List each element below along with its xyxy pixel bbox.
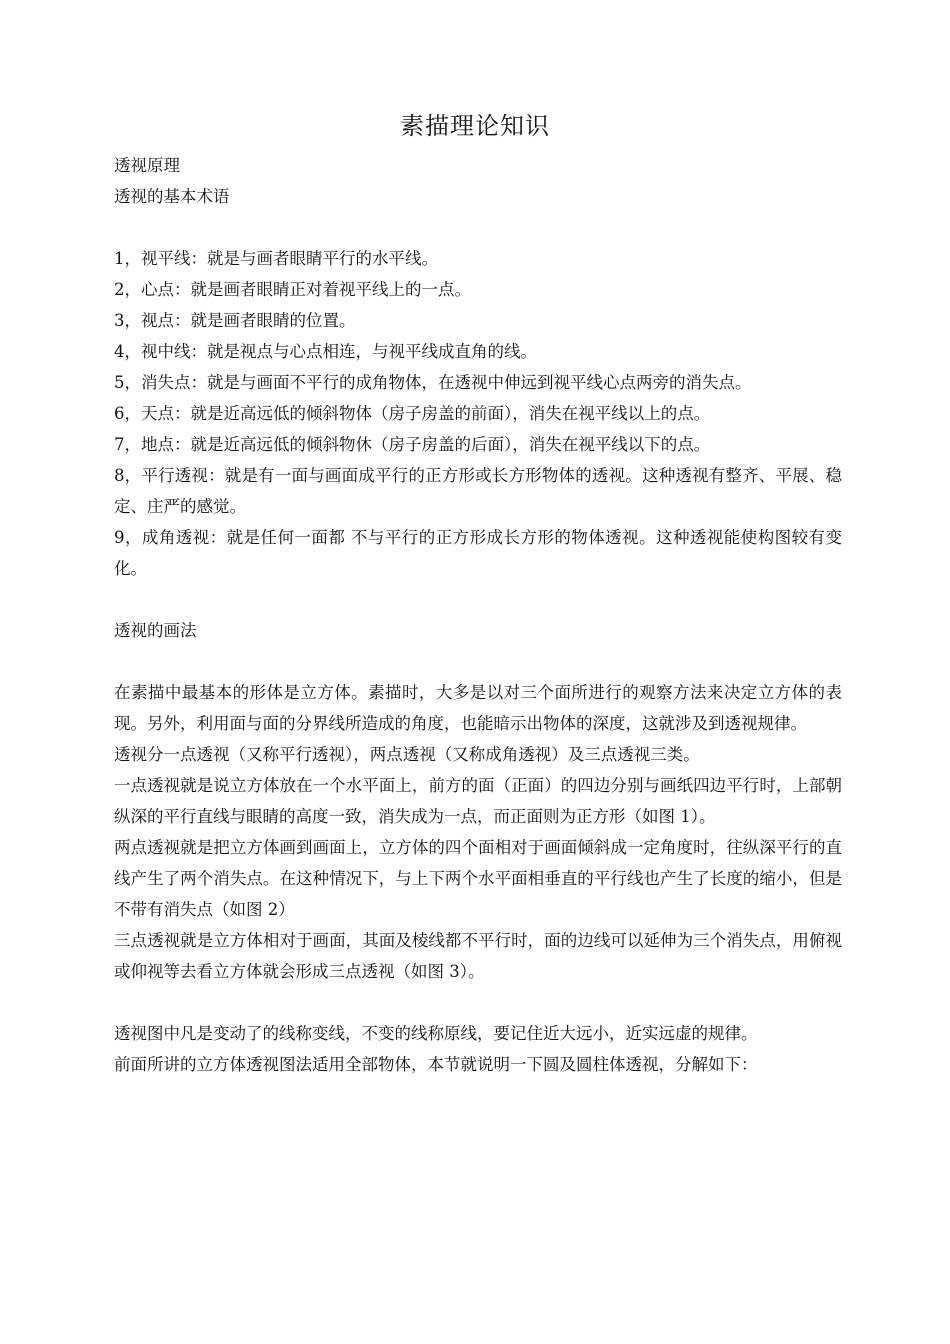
term-item-8: 8，平行透视：就是有一面与画面成平行的正方形或长方形物体的透视。这种透视有整齐、平展、稳定、庄严的感觉。 <box>114 466 842 516</box>
term-item-9: 9，成角透视：就是任何一面都 不与平行的正方形成长方形的物体透视。这种透视能使构图较有变化。 <box>114 528 842 578</box>
term-item-3: 3，视点：就是画者眼睛的位置。 <box>114 311 356 330</box>
heading-drawing-method: 透视的画法 <box>114 621 197 640</box>
closing-paragraph-1: 透视图中凡是变动了的线称变线，不变的线称原线，要记住近大远小，近实远虚的规律。 <box>114 1024 758 1043</box>
term-item-4: 4，视中线：就是视点与心点相连，与视平线成直角的线。 <box>114 342 537 361</box>
method-paragraph-3: 一点透视就是说立方体放在一个水平面上，前方的面（正面）的四边分别与画纸四边平行时，上部朝纵深的平行直线与眼睛的高度一致，消失成为一点，而正面则为正方形（如图 1）。 <box>114 776 842 826</box>
term-item-2: 2，心点：就是画者眼睛正对着视平线上的一点。 <box>114 280 471 299</box>
method-paragraph-1: 在素描中最基本的形体是立方体。素描时，大多是以对三个面所进行的观察方法来决定立方体的表现。另外，利用面与面的分界线所造成的角度，也能暗示出物体的深度，这就涉及到透视规律。 <box>114 683 842 733</box>
blank-line <box>114 646 842 677</box>
method-paragraph-2: 透视分一点透视（又称平行透视），两点透视（又称成角透视）及三点透视三类。 <box>114 745 700 764</box>
term-item-7: 7，地点：就是近高远低的倾斜物休（房子房盖的后面），消失在视平线以下的点。 <box>114 435 711 454</box>
closing-paragraph-2: 前面所讲的立方体透视图法适用全部物体，本节就说明一下圆及圆柱体透视，分解如下： <box>114 1055 758 1074</box>
term-item-5: 5，消失点：就是与画面不平行的成角物体，在透视中伸远到视平线心点两旁的消失点。 <box>114 373 752 392</box>
blank-line <box>114 584 842 615</box>
term-item-1: 1，视平线：就是与画者眼睛平行的水平线。 <box>114 249 438 268</box>
page-title: 素描理论知识 <box>400 112 550 140</box>
heading-perspective-principle: 透视原理 <box>114 156 180 175</box>
method-paragraph-5: 三点透视就是立方体相对于画面，其面及棱线都不平行时，面的边线可以延伸为三个消失点，用俯视或仰视等去看立方体就会形成三点透视（如图 3）。 <box>114 931 842 981</box>
document-body <box>114 150 842 1080</box>
blank-line <box>114 987 842 1018</box>
blank-line <box>114 212 842 243</box>
method-paragraph-4: 两点透视就是把立方体画到画面上，立方体的四个面相对于画面倾斜成一定角度时，往纵深平行的直线产生了两个消失点。在这种情况下，与上下两个水平面相垂直的平行线也产生了长度的缩小，但是不带有消失点（如图 2） <box>114 838 842 919</box>
term-item-6: 6，天点：就是近高远低的倾斜物体（房子房盖的前面），消失在视平线以上的点。 <box>114 404 711 423</box>
heading-basic-terms: 透视的基本术语 <box>114 187 230 206</box>
